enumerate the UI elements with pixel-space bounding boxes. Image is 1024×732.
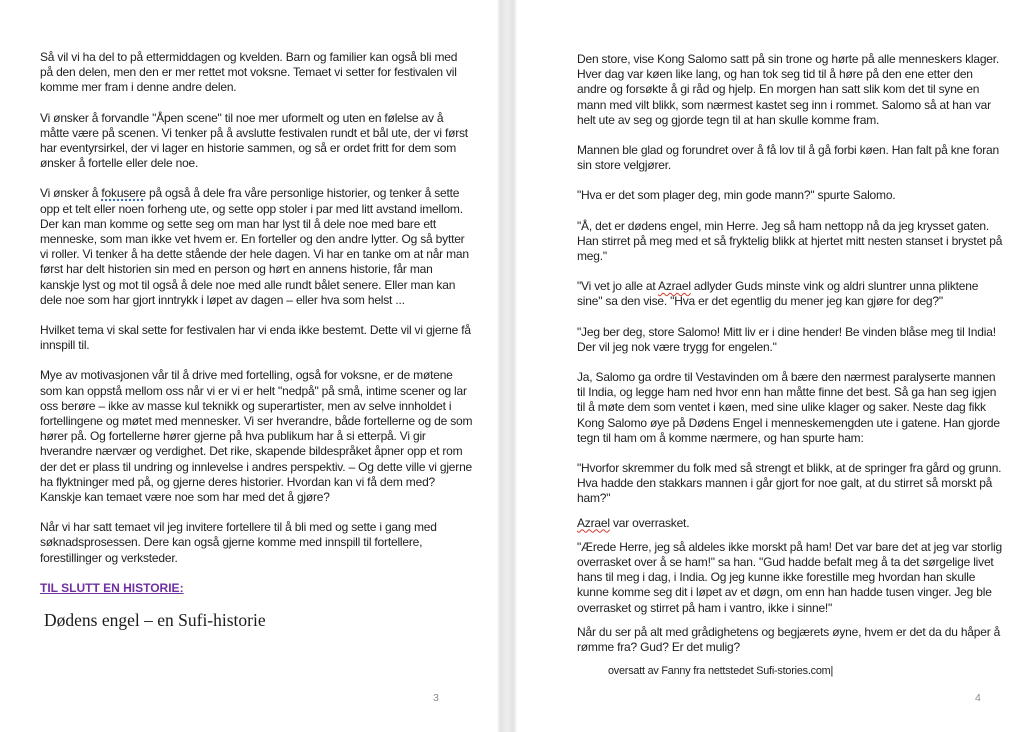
text-run: Vi ønsker å forvandle "Åpen scene" til noe mer uformelt og uten en følelse av å måtte være på scenen. Vi tenker på å avslutte festivalen rundt et bål ute, der vi først har eventyrsirkel, der vi lager en historie sammen, og så er ordet fritt for dem som ønsker å fortelle eller dele noe. (40, 110, 472, 171)
text-run: adlyder Guds minste vink og aldri sluntrer unna pliktene sine" sa den vise. "Hva er det egentlig du mener jeg kan gjøre for deg?" (577, 279, 982, 309)
paragraph[interactable] (577, 516, 1004, 531)
text-run: Dødens engel – en Sufi-historie (44, 610, 266, 631)
paragraph[interactable] (577, 52, 1004, 128)
paragraph[interactable] (40, 50, 473, 96)
text-run: TIL SLUTT EN HISTORIE: (40, 580, 184, 595)
paragraph[interactable] (40, 520, 473, 566)
page-4 (517, 0, 1024, 732)
paragraph[interactable] (577, 370, 1004, 446)
paragraph[interactable] (577, 219, 1004, 265)
story-title[interactable] (40, 609, 473, 631)
paragraph[interactable] (577, 540, 1004, 616)
page-3 (0, 0, 497, 732)
paragraph[interactable] (40, 111, 473, 172)
paragraph[interactable] (40, 186, 473, 308)
misspelled-word[interactable]: fokusere (101, 186, 146, 201)
page-3-text-area[interactable] (40, 50, 476, 631)
text-run: Ja, Salomo ga ordre til Vestavinden om å bære den nærmest paralyserte mannen til India, og legge ham ned hvor enn han måtte finne det best. Så ga han seg igjen til å møte dem som ventet i køen, med sine ulike klager og saker. Neste dag fikk Kong Salomo øye på Dødens Engel i menneskemengden ute i gatene. Han gjorde tegn til ham om å komme nærmere, og han spurte ham: (577, 370, 1003, 445)
text-run: på også å dele fra våre personlige historier, og tenker å sette opp et telt eller noen forheng ute, og sette opp stoler i par med litt avstand imellom. Der kan man komme og sette seg om man har lyst til å dele noe med bare ett menneske, som man ikke vet hvem er. En forteller og den andre lytter. Og så bytter vi roller. Vi tenker å ha dette stående der hele dagen. Vi har en tanke om at når man først har delt historien sin med en person og hørt en annens historie, får man kanskje lyst og mot til også å dele noe med alle rundt bålet senere. Eller man kan dele noe som har gjort inntrykk i løpet av dagen – eller hva som helst ... (40, 186, 472, 307)
text-run: "Ærede Herre, jeg så aldeles ikke morskt på ham! Det var bare det at jeg var storlig overrasket over å se ham!" sa han. "Gud hadde befalt meg å ta det sørgelige livet hans til meg i dag, i India. Og jeg kunne ikke forestille meg hvordan han skulle kunne komme seg dit i løpet av et døgn, om enn han hadde tusen vinger. Jeg ble overrasket og stirret på ham i vantro, ikke i sinne!" (577, 539, 1006, 615)
text-run: Vi ønsker å (40, 186, 102, 201)
paragraph[interactable] (577, 461, 1008, 507)
text-run: Hvilket tema vi skal sette for festivalen har vi enda ikke bestemt. Dette vil vi gjerne få innspill til. (40, 323, 474, 353)
text-run: Den store, vise Kong Salomo satt på sin trone og hørte på alle menneskers klager. Hver dag var køen like lang, og han tok seg tid til å høre på den ene etter den andre og forsøkte å gi råd og hjelp. En morgen han satt slik kom det til syne en mann med vilt blikk, som nærmest kastet seg inn i rommet. Salomo så at han var helt ute av seg og gjorde tegn til at han skulle komme fram. (577, 52, 1003, 127)
text-run: oversatt av Fanny fra nettstedet Sufi-stories.com (608, 665, 831, 678)
text-run: Mannen ble glad og forundret over å få lov til å gå forbi køen. Han falt på kne foran sin store velgjører. (577, 143, 1003, 173)
section-heading[interactable] (40, 581, 473, 596)
text-run: Mye av motivasjonen vår til å drive med fortelling, også for voksne, er de møtene som kan oppstå mellom oss når vi er vi er helt "nedpå" på små, intime scener og lar oss berøre – ikke av masse kul teknikk og superartister, men av selve innholdet i fortellingene og møtet med mennesker. Vi ser hverandre, både fortellerne og de som hører på. Og fortellerne hører gjerne på hva publikum har å si etterpå. Vi gir hverandre nærvær og verdighet. Det rike, skapende bildespråket åpner opp et rom der det er plass til undring og innlevelse i andres perspektiv. – Og dette ville vi gjerne ha flyktninger med på, og gjerne deres historier. Hvordan kan vi få dem med? Kanskje kan temaet være noe som har med det å gjøre? (40, 368, 476, 505)
paragraph[interactable] (577, 279, 1004, 309)
text-run: var overrasket. (609, 515, 690, 530)
misspelled-word[interactable]: Azrael (657, 279, 691, 294)
translation-credit[interactable] (577, 664, 1004, 678)
paragraph[interactable] (40, 368, 476, 505)
text-run: "Hva er det som plager deg, min gode mann?" spurte Salomo. (577, 188, 896, 203)
paragraph[interactable] (577, 188, 1004, 203)
text-run: "Jeg ber deg, store Salomo! Mitt liv er i dine hender! Be vinden blåse meg til India! Der vil jeg nok være trygg for engelen." (577, 324, 999, 354)
page-4-text-area[interactable] (577, 52, 1008, 678)
text-cursor: | (830, 665, 834, 678)
paragraph[interactable] (40, 323, 473, 353)
page-number-4: 4 (975, 692, 981, 704)
page-number-3: 3 (433, 692, 439, 704)
text-run: Når du ser på alt med grådighetens og begjærets øyne, hvem er det da du håper å rømme fra? Gud? Er det mulig? (577, 624, 1004, 655)
paragraph[interactable] (577, 325, 1004, 355)
misspelled-word[interactable]: Azrael (577, 515, 610, 530)
text-run: "Vi vet jo alle at (577, 279, 658, 294)
paragraph[interactable] (577, 625, 1004, 655)
text-run: Så vil vi ha del to på ettermiddagen og kvelden. Barn og familier kan også bli med på den delen, men den er mer rettet mot voksne. Temaet vi setter for festivalen vil komme mer fram i denne andre delen. (40, 50, 461, 95)
text-run: "Å, det er dødens engel, min Herre. Jeg så ham nettopp nå da jeg krysset gaten. Han stirret på meg med et så fryktelig blikk at hjertet mitt nesten stanset i brystet på meg." (577, 218, 1006, 264)
text-run: "Hvorfor skremmer du folk med så strengt et blikk, at de springer fra gård og grunn. Hva hadde den stakkars mannen i går gjort for noe galt, at du stirret så morskt på ham?" (577, 461, 1008, 506)
paragraph[interactable] (577, 143, 1004, 173)
text-run: Når vi har satt temaet vil jeg invitere fortellere til å bli med og sette i gang med søknadsprosessen. Dere kan også gjerne komme med innspill til fortellere, forestillinger og verksteder. (40, 520, 440, 565)
page-gap-divider (497, 0, 517, 732)
